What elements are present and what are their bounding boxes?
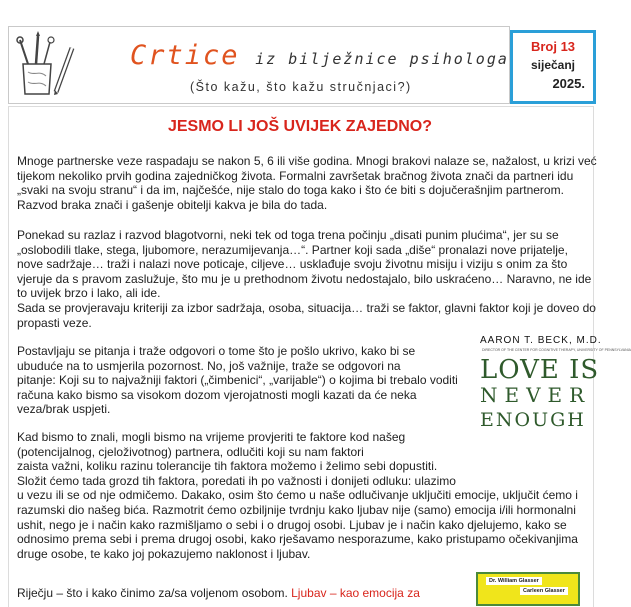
text-line: Složit ćemo tada grozd tih faktora, poredati ih po važnosti i donijeti odluku: ulazimo [17, 473, 456, 488]
highlight-text: Ljubav – kao emocija za [291, 586, 420, 600]
text-line: veza/brak uspjeti. [17, 402, 111, 417]
text-line: druge osobe, te kako joj pokazujemo naklonost i ljubav. [17, 546, 311, 561]
title-sub: iz bilježnice psihologa [255, 50, 509, 68]
text-line: tijekom nekoliko prvih godina zajedničkog života. Formalni završetak bračnog života znači da partneri idu [17, 168, 574, 183]
book-author: Carleen Glasser [520, 587, 568, 595]
article-headline: JESMO LI JOŠ UVIJEK ZAJEDNO? [167, 118, 433, 135]
book-title-line: ENOUGH [480, 409, 586, 431]
text-line: u vezu ili se od nje odmičemo. Dakako, osim što ćemo u naše odlučivanje uključiti emocije, uključit ćemo i [17, 488, 578, 503]
issue-month: siječanj [530, 58, 576, 72]
text-line: nove sadržaje… traži i nalazi nove poticaje, ciljeve… usklađuje svoju životnu misiju i viziju s onim za što [17, 257, 568, 272]
newsletter-subtitle: (Što kažu, što kažu stručnjaci?) [190, 80, 412, 94]
text-line: Mnoge partnerske veze raspadaju se nakon 5, 6 ili više godina. Mnogi brakovi nalaze se, nažalost, u krizi već [17, 154, 597, 168]
book-title-line: NEVER [480, 383, 592, 407]
issue-year: 2025. [552, 76, 585, 91]
book-author: AARON T. BECK, M.D. [480, 335, 602, 346]
text-line: Razvod braka znači i gašenje obitelji kakva je bila do tada. [17, 197, 328, 212]
title-main: Crtice [130, 40, 240, 71]
text-line: Postavljaju se pitanja i traže odgovori o tome što je pošlo ukrivo, kako bi se [17, 344, 416, 358]
book-cover-love-is-never-enough [470, 335, 631, 465]
article-paragraph [17, 228, 596, 330]
text-line: „oslobodili tlake, stega, ljubomore, nerazumijevanja…“. Partner koji sada „diše“ pronalazi nove prijatelje, [17, 242, 568, 257]
article-paragraph [17, 154, 597, 212]
text-line: razumski dio našeg bića. Razmotrit ćemo ozbiljnije tvrdnju kako ljubav nije (samo) emocija i/ili hormonalni [17, 502, 576, 517]
text-line: odnosimo prema sebi i prema drugoj osobi, kako rješavamo nesporazume, kako pristupamo očekivanjima [17, 532, 578, 547]
article-paragraph [17, 344, 458, 417]
article-paragraph [17, 586, 420, 601]
text-line: Sada se provjeravaju kriteriji za izbor sadržaja, osoba, situacija… traži se faktor, glavni faktor koji je doveo do [17, 300, 596, 315]
text-line: (potencijalnog, cjeloživotnog) partnera, odlučiti koji su nam faktori [17, 444, 364, 459]
text-line: Kad bismo to znali, mogli bismo na vrijeme provjeriti te faktore kod našeg [17, 430, 406, 444]
text-line: „svaki na svoju stranu“ i da im, najčešće, nije stalo do toga kako i što će biti s dojučerašnjim partnerom. [17, 183, 564, 198]
book-author: Dr. William Glasser [486, 577, 542, 585]
book-tagline: DIRECTOR OF THE CENTER FOR COGNITIVE THERAPY, UNIVERSITY OF PENNSYLVANIA [482, 348, 631, 352]
pencil-cup-icon [14, 34, 74, 96]
text-line: propasti veze. [17, 315, 92, 330]
text-line: to uvijek brzo i lako, ali ide. [17, 286, 161, 301]
text-line: vjeruje da s pravom zaslužuje, što mu je u prethodnom životu nedostajalo, bilo uskraćeno… Naravno, ne ide [17, 271, 592, 286]
text-line: pitanje: Koji su to najvažniji faktori („čimbenici“, „varijable“) o kojima bi trebalo voditi [17, 373, 458, 388]
text-line: ubuduće na to usmjerila pozornost. No, još važnije, traže se odgovori na [17, 358, 401, 373]
text-line: računa kako bismo sa visokom dozom vjerojatnosti mogli kazati da će neka [17, 387, 417, 402]
issue-number: Broj 13 [530, 39, 576, 54]
book-cover-glasser [476, 572, 580, 606]
book-title-line: LOVE IS [480, 355, 600, 385]
issue-box [510, 30, 596, 104]
text-line: ushit, nego je i način kako razmišljamo o sebi i o drugoj osobi. Ljubav je i način kako djelujemo, kako se [17, 517, 567, 532]
text-line: Riječju – što i kako činimo za/sa voljenom osobom. [17, 586, 292, 600]
newsletter-title [130, 40, 509, 71]
text-line: Ponekad su razlaz i razvod blagotvorni, neki tek od toga trena počinju „disati punim plućima“, jer su se [17, 228, 559, 242]
text-line: zaista važni, koliku razinu tolerancije tih faktora možemo i želimo sebi dopustiti. [17, 459, 438, 474]
book-title [480, 355, 600, 433]
